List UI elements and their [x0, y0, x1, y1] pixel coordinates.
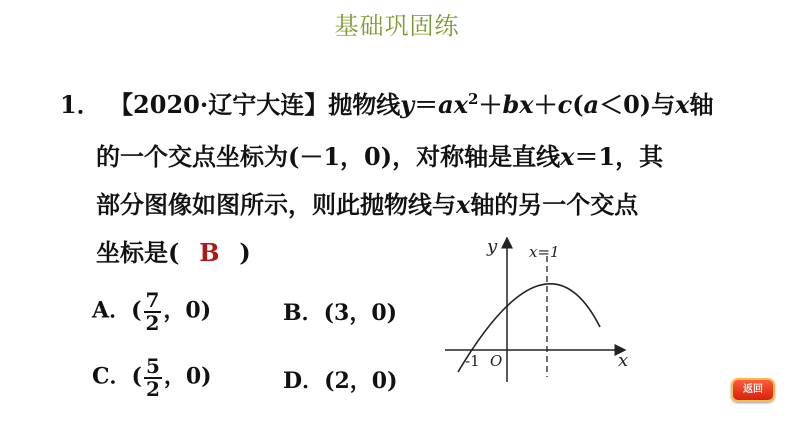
parabola-graph — [440, 232, 640, 387]
y-axis-label: y — [487, 236, 498, 257]
option-a-fraction — [144, 290, 162, 333]
option-b[interactable] — [283, 296, 397, 327]
back-button[interactable]: 返回 — [731, 378, 775, 402]
question-text: 抛物线 — [328, 90, 401, 119]
x-var: x — [675, 90, 690, 119]
option-c-fraction — [144, 356, 162, 399]
equation-var-y: y — [400, 90, 415, 119]
option-c[interactable] — [92, 356, 212, 399]
question-line-2 — [96, 137, 663, 172]
option-c-paren: ( — [131, 363, 142, 390]
option-a[interactable] — [92, 290, 211, 333]
question-line-1 — [60, 85, 713, 120]
question-text: 轴的另一个交点 — [470, 190, 639, 219]
fraction-denominator: 2 — [145, 311, 160, 335]
equation-term-ax: ax — [438, 90, 469, 119]
equation-plus: ＋ — [533, 90, 558, 119]
question-text: 轴 — [689, 90, 714, 119]
option-a-label: A． — [92, 297, 132, 324]
fraction-denominator: 2 — [145, 377, 160, 401]
question-text: 部分图像如图所示，则此抛物线与 — [96, 190, 456, 219]
equation-var-a: a — [583, 90, 600, 119]
equation-term-c: c — [557, 90, 573, 119]
x-var: x — [456, 190, 471, 219]
question-source: 【2020·辽宁大连】 — [109, 90, 329, 119]
equation-equals: ＝ — [414, 90, 439, 119]
equation-exponent: 2 — [468, 90, 479, 108]
answer-mark: B — [199, 238, 220, 267]
question-line-3 — [96, 185, 638, 220]
neg-one-label: -1 — [465, 352, 480, 370]
option-d-label: D． — [283, 368, 325, 394]
option-c-rest: ，0) — [163, 363, 212, 390]
option-d[interactable] — [283, 364, 398, 395]
section-title: 基础巩固练 — [334, 12, 460, 40]
option-c-label: C． — [92, 363, 132, 390]
equation-paren: ( — [572, 90, 584, 119]
symmetry-axis-label: x=1 — [529, 243, 560, 261]
x-axis-label: x — [618, 350, 629, 371]
question-number: 1． — [60, 90, 101, 119]
equation-term-bx: bx — [502, 90, 534, 119]
equation-plus: ＋ — [478, 90, 503, 119]
question-line-4 — [96, 233, 251, 268]
option-a-rest: ，0) — [163, 297, 212, 324]
origin-label: O — [490, 352, 503, 370]
option-a-paren: ( — [131, 297, 142, 324]
x-var: x — [560, 142, 575, 171]
question-text: ) — [239, 238, 251, 267]
option-d-text: (2，0) — [324, 368, 398, 394]
option-b-text: (3，0) — [323, 300, 398, 326]
option-b-label: B． — [283, 300, 324, 326]
question-text: ＝1，其 — [574, 142, 664, 171]
fraction-numerator: 7 — [145, 288, 160, 312]
question-text: 与 — [651, 90, 676, 119]
fraction-numerator: 5 — [145, 354, 160, 378]
question-text: 坐标是( — [96, 238, 180, 267]
question-text: 的一个交点坐标为(－1，0)，对称轴是直线 — [96, 142, 561, 171]
equation-condition: ＜0) — [599, 90, 652, 119]
